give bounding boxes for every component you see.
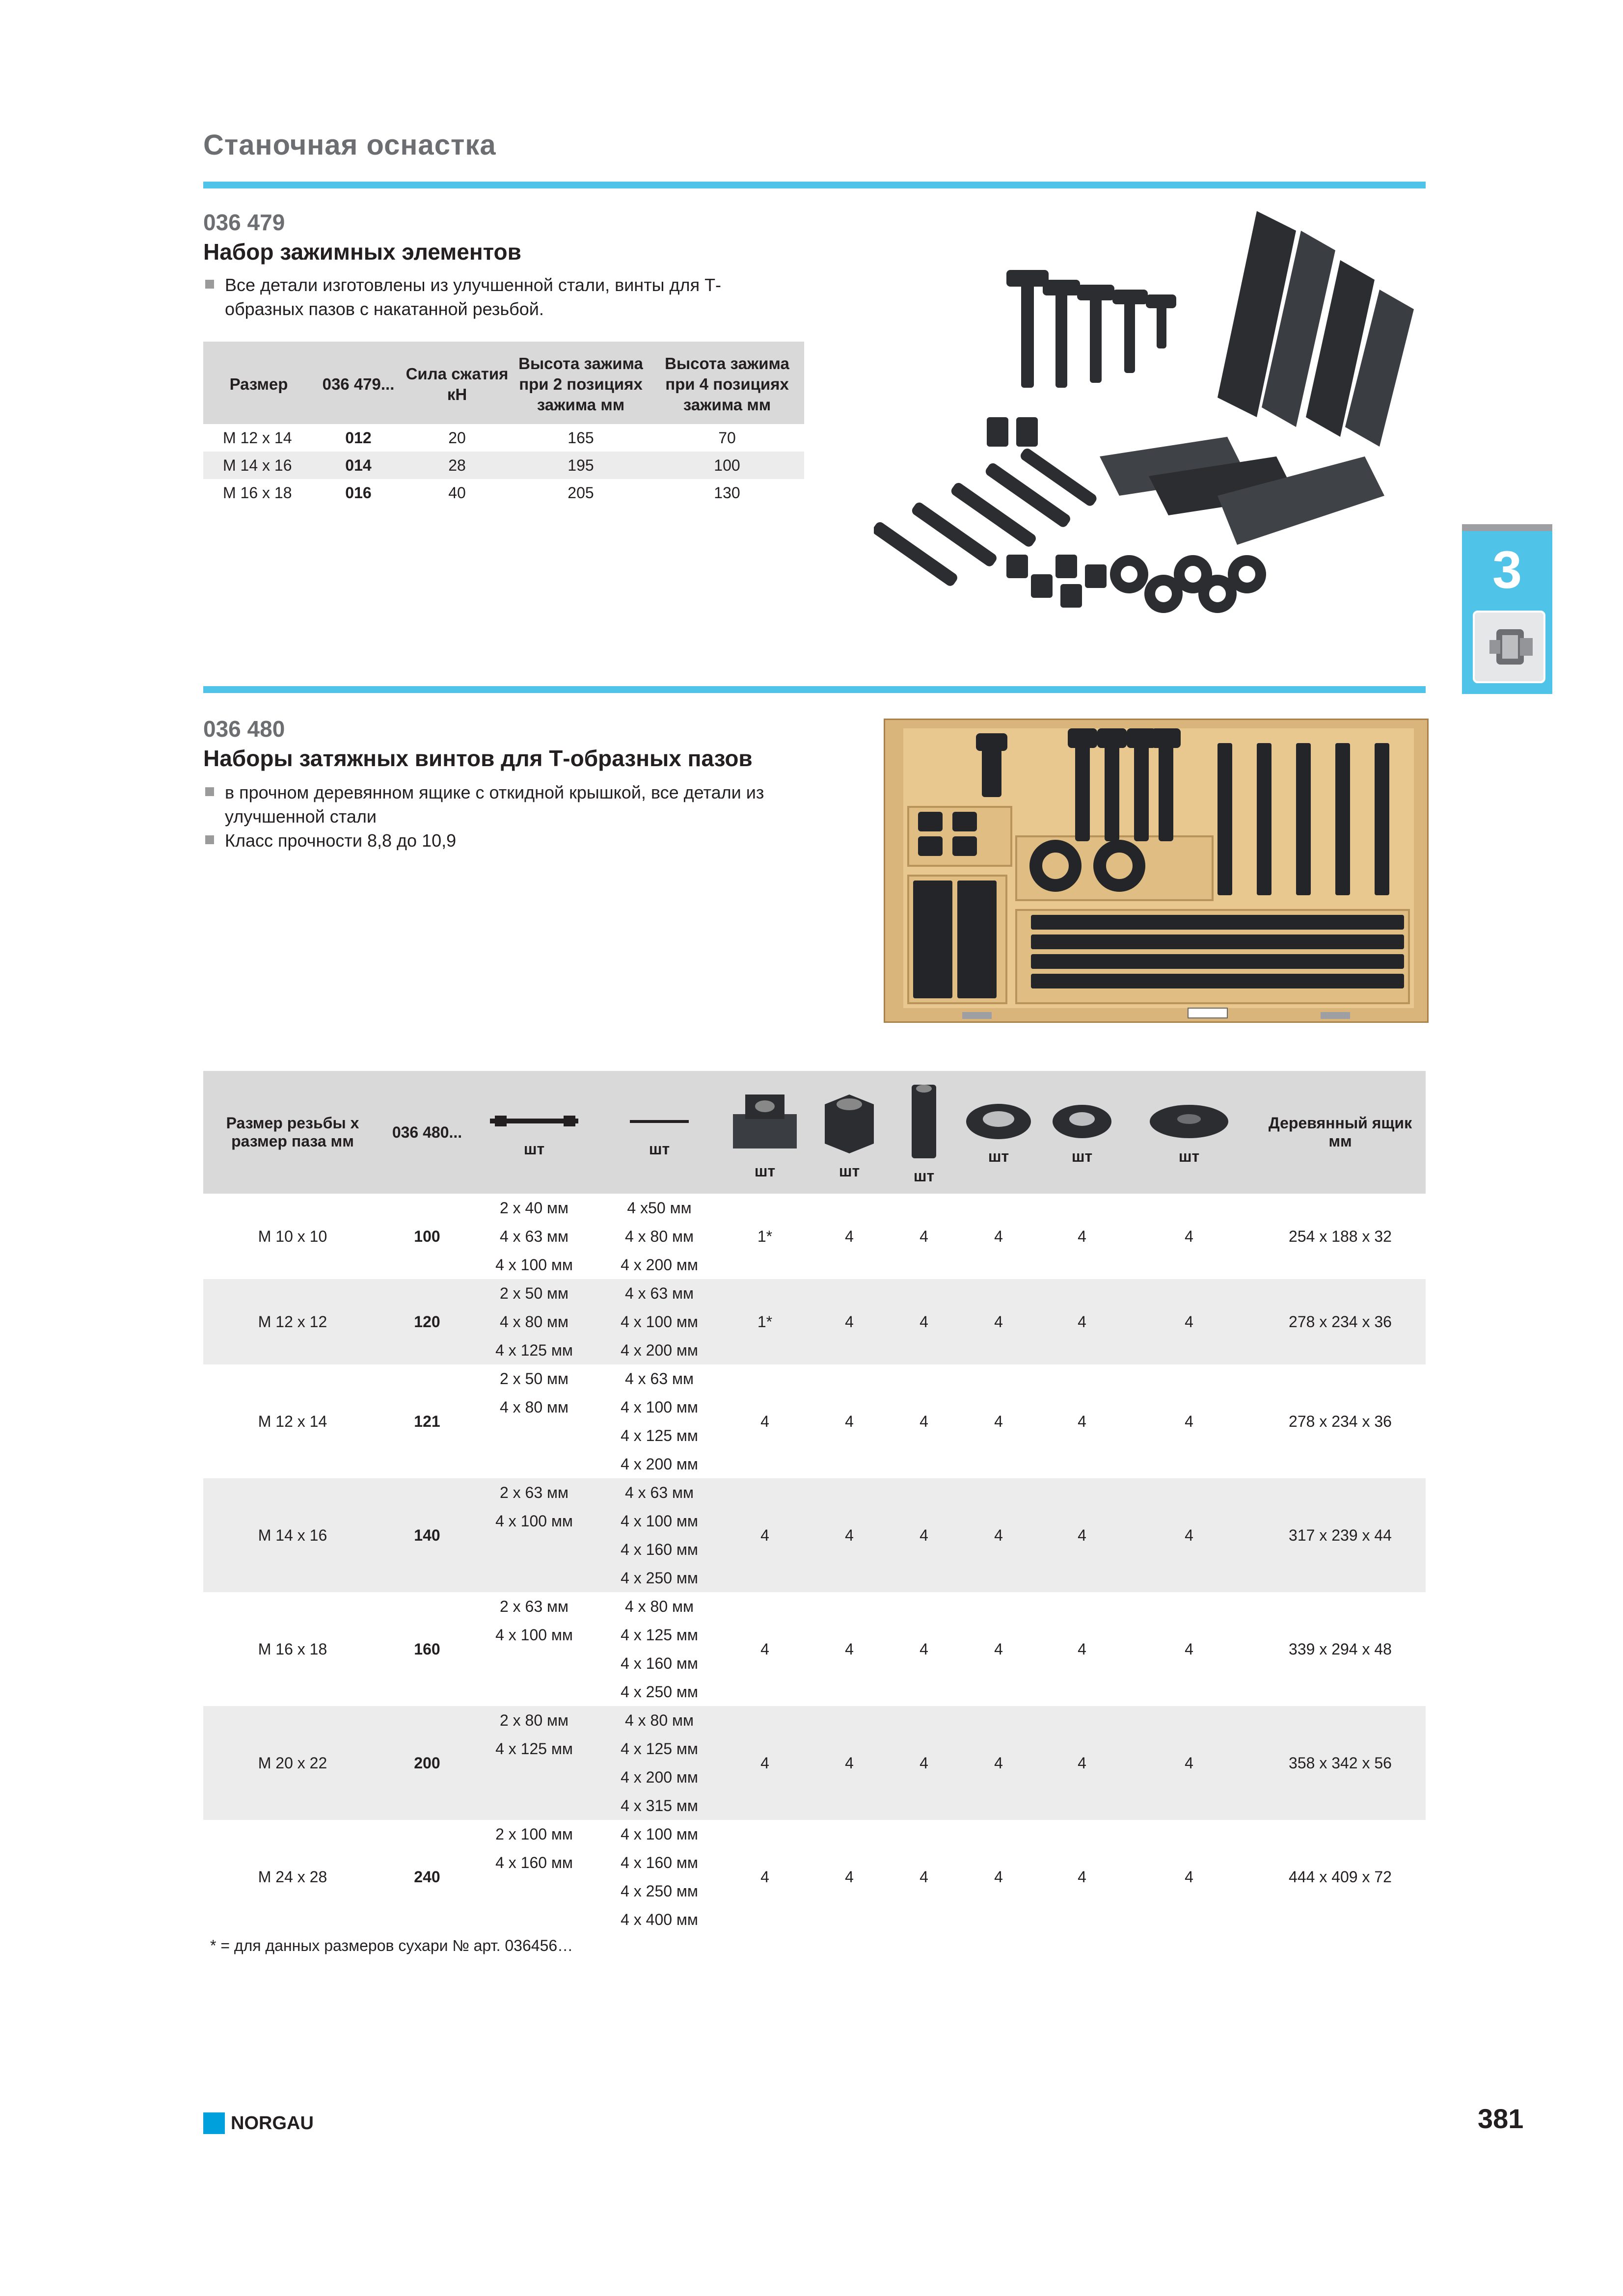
cell-article: 160 bbox=[414, 1640, 440, 1658]
cell-count: 4 bbox=[1123, 1706, 1255, 1820]
cell-bolts-line: 4 x 315 мм bbox=[621, 1797, 698, 1815]
cell-count: 4 bbox=[1185, 1412, 1193, 1430]
cell-studs bbox=[472, 1279, 596, 1364]
header-article: 036 480... bbox=[382, 1071, 472, 1194]
cell-bolts-line: 4 x 400 мм bbox=[621, 1911, 698, 1928]
section-rule bbox=[203, 686, 1426, 693]
page-number: 381 bbox=[1478, 2103, 1524, 2134]
unit-label: шт bbox=[523, 1140, 545, 1158]
cell-article: 012 bbox=[345, 428, 372, 447]
cell-count: 4 bbox=[760, 1868, 769, 1886]
cell-bolts-line: 4 x 80 мм bbox=[624, 1228, 694, 1245]
cell-size: M 16 x 18 bbox=[223, 483, 292, 502]
cell-studs-line: 4 x 125 мм bbox=[495, 1341, 573, 1359]
cell-studs-line: 4 x 63 мм bbox=[499, 1228, 569, 1245]
cell-studs-line: 2 x 80 мм bbox=[499, 1711, 569, 1729]
cell-count: 4 bbox=[1185, 1227, 1193, 1245]
cell-box-size: 358 x 342 x 56 bbox=[1255, 1706, 1426, 1820]
brand-logo-mark bbox=[203, 2112, 225, 2134]
t-nut-icon bbox=[728, 1085, 802, 1158]
cell-height-2: 205 bbox=[568, 483, 594, 502]
header-t-nut bbox=[723, 1071, 807, 1194]
cell-count: 4 bbox=[994, 1227, 1003, 1245]
cell-count: 4 bbox=[807, 1279, 892, 1364]
table-row bbox=[203, 424, 804, 452]
header-rule bbox=[203, 182, 1426, 188]
cell-studs bbox=[472, 1820, 596, 1934]
product1-article: 036 479 bbox=[203, 210, 285, 235]
cell-studs bbox=[472, 1592, 596, 1706]
tool-holder-icon bbox=[1473, 611, 1545, 683]
unit-label: шт bbox=[1071, 1147, 1093, 1165]
unit-label: шт bbox=[988, 1147, 1009, 1165]
cell-height-4: 130 bbox=[714, 483, 740, 502]
cell-count: 4 bbox=[845, 1868, 854, 1886]
cell-count: 4 bbox=[845, 1227, 854, 1245]
cell-studs-line: 4 x 100 мм bbox=[495, 1256, 573, 1274]
header-spherical-washer bbox=[1041, 1071, 1123, 1194]
cell-box-size: 444 x 409 x 72 bbox=[1289, 1868, 1392, 1886]
cell-count: 4 bbox=[1041, 1706, 1123, 1820]
cell-count: 4 bbox=[892, 1478, 956, 1592]
cell-box-size: 278 x 234 x 36 bbox=[1289, 1412, 1392, 1430]
cell-box-size: 317 x 239 x 44 bbox=[1255, 1478, 1426, 1592]
cell-thread-size: M 14 x 16 bbox=[203, 1478, 382, 1592]
cell-count: 4 bbox=[845, 1412, 854, 1430]
header-hex-nut bbox=[807, 1071, 892, 1194]
cell-bolts-line: 4 x 125 мм bbox=[621, 1626, 698, 1644]
cell-studs-line: 4 x 160 мм bbox=[495, 1854, 573, 1871]
cell-bolts-line: 4 x 160 мм bbox=[621, 1854, 698, 1871]
cell-studs-line: 4 x 125 мм bbox=[495, 1740, 573, 1758]
cell-studs bbox=[472, 1194, 596, 1279]
cell-bolts-line: 4 x 80 мм bbox=[624, 1711, 694, 1729]
table-row bbox=[203, 1820, 1426, 1934]
cell-bolts-line: 4 x 125 мм bbox=[621, 1740, 698, 1758]
cell-height-2: 195 bbox=[512, 452, 650, 479]
cell-bolts-line: 4 x 100 мм bbox=[621, 1512, 698, 1530]
table-row bbox=[203, 1478, 1426, 1592]
flange-washer-icon bbox=[1145, 1099, 1233, 1144]
cell-force: 20 bbox=[448, 428, 466, 447]
cell-studs-line: 2 x 40 мм bbox=[499, 1199, 569, 1217]
cell-studs-line: 4 x 80 мм bbox=[499, 1313, 569, 1331]
cell-count: 4 bbox=[845, 1640, 854, 1658]
coupling-nut-icon bbox=[907, 1080, 941, 1163]
product1-title: Набор зажимных элементов bbox=[203, 239, 521, 265]
cell-count: 1* bbox=[757, 1227, 773, 1245]
cell-count: 4 bbox=[1123, 1279, 1255, 1364]
cell-size: M 12 x 14 bbox=[223, 428, 292, 447]
cell-count: 4 bbox=[920, 1868, 928, 1886]
cell-bolts-line: 4 x 63 мм bbox=[624, 1484, 694, 1501]
cell-studs bbox=[472, 1364, 596, 1478]
cell-thread-size: M 12 x 14 bbox=[258, 1412, 327, 1430]
cell-count: 4 bbox=[1123, 1478, 1255, 1592]
header-flange-washer bbox=[1123, 1071, 1255, 1194]
bolt-icon bbox=[625, 1107, 694, 1136]
washer-icon bbox=[962, 1099, 1035, 1144]
cell-count: 4 bbox=[1041, 1478, 1123, 1592]
cell-count: 4 bbox=[920, 1412, 928, 1430]
cell-count: 4 bbox=[1078, 1227, 1086, 1245]
header-coupling-nut bbox=[892, 1071, 956, 1194]
cell-bolts bbox=[596, 1592, 723, 1706]
header-stud bbox=[472, 1071, 596, 1194]
header-thread-size: Размер резьбы x размер паза мм bbox=[203, 1071, 382, 1194]
cell-article: 140 bbox=[382, 1478, 472, 1592]
product2-article: 036 480 bbox=[203, 716, 285, 742]
cell-count: 4 bbox=[723, 1706, 807, 1820]
cell-bolts-line: 4 x 80 мм bbox=[624, 1598, 694, 1615]
bullet-item: Класс прочности 8,8 до 10,9 bbox=[203, 828, 783, 853]
cell-bolts-line: 4 x 250 мм bbox=[621, 1569, 698, 1587]
cell-count: 4 bbox=[723, 1478, 807, 1592]
brand-logo-text: NORGAU bbox=[231, 2113, 314, 2134]
cell-bolts-line: 4 x50 мм bbox=[627, 1199, 692, 1217]
hex-nut-icon bbox=[820, 1085, 879, 1158]
cell-box-size: 339 x 294 x 48 bbox=[1289, 1640, 1392, 1658]
product2-spec-table bbox=[203, 1071, 1426, 1934]
cell-thread-size: M 12 x 12 bbox=[203, 1279, 382, 1364]
cell-count: 4 bbox=[1185, 1868, 1193, 1886]
cell-article: 014 bbox=[314, 452, 403, 479]
cell-bolts bbox=[596, 1478, 723, 1592]
cell-bolts-line: 4 x 100 мм bbox=[621, 1825, 698, 1843]
bullet-item: в прочном деревянном ящике с откидной крышкой, все детали из улучшенной стали bbox=[203, 780, 783, 828]
header-height-4pos: Высота зажима при 4 позициях зажима мм bbox=[650, 342, 804, 424]
cell-article: 121 bbox=[414, 1412, 440, 1430]
cell-bolts-line: 4 x 125 мм bbox=[621, 1427, 698, 1444]
cell-thread-size: M 24 x 28 bbox=[258, 1868, 327, 1886]
cell-count: 4 bbox=[956, 1478, 1041, 1592]
cell-bolts bbox=[596, 1194, 723, 1279]
cell-count: 4 bbox=[920, 1640, 928, 1658]
cell-count: 4 bbox=[920, 1227, 928, 1245]
page-title: Станочная оснастка bbox=[203, 129, 496, 161]
cell-studs-line: 2 x 50 мм bbox=[499, 1284, 569, 1302]
cell-article: 016 bbox=[345, 483, 372, 502]
cell-count: 1* bbox=[723, 1279, 807, 1364]
cell-bolts bbox=[596, 1820, 723, 1934]
cell-bolts-line: 4 x 250 мм bbox=[621, 1882, 698, 1900]
cell-size: M 14 x 16 bbox=[203, 452, 314, 479]
cell-bolts-line: 4 x 200 мм bbox=[621, 1341, 698, 1359]
cell-bolts bbox=[596, 1279, 723, 1364]
cell-count: 4 bbox=[956, 1279, 1041, 1364]
table-row bbox=[203, 1194, 1426, 1279]
cell-count: 4 bbox=[807, 1478, 892, 1592]
cell-count: 4 bbox=[760, 1640, 769, 1658]
cell-article: 100 bbox=[414, 1227, 440, 1245]
cell-bolts-line: 4 x 100 мм bbox=[621, 1398, 698, 1416]
wooden-case-image bbox=[884, 719, 1429, 1023]
product2-bullets bbox=[203, 780, 783, 853]
cell-studs bbox=[472, 1706, 596, 1820]
cell-count: 4 bbox=[956, 1706, 1041, 1820]
table-row bbox=[203, 479, 804, 507]
unit-label: шт bbox=[1178, 1147, 1200, 1165]
product2-table-body bbox=[203, 1194, 1426, 1934]
cell-bolts-line: 4 x 100 мм bbox=[621, 1313, 698, 1331]
header-height-2pos: Высота зажима при 2 позициях зажима мм bbox=[512, 342, 650, 424]
cell-count: 4 bbox=[760, 1412, 769, 1430]
table-row bbox=[203, 452, 804, 479]
product1-bullets bbox=[203, 273, 743, 321]
cell-bolts-line: 4 x 160 мм bbox=[621, 1541, 698, 1558]
cell-bolts-line: 4 x 63 мм bbox=[624, 1370, 694, 1388]
header-bolt bbox=[596, 1071, 723, 1194]
chapter-tab-cap bbox=[1462, 524, 1552, 531]
cell-bolts-line: 4 x 63 мм bbox=[624, 1284, 694, 1302]
cell-studs bbox=[472, 1478, 596, 1592]
header-force: Сила сжатия кН bbox=[403, 342, 512, 424]
unit-label: шт bbox=[913, 1167, 935, 1185]
product2-title: Наборы затяжных винтов для Т-образных пазов bbox=[203, 746, 753, 771]
cell-studs-line: 2 x 63 мм bbox=[499, 1484, 569, 1501]
cell-thread-size: M 16 x 18 bbox=[258, 1640, 327, 1658]
table-row bbox=[203, 1706, 1426, 1820]
cell-bolts-line: 4 x 200 мм bbox=[621, 1256, 698, 1274]
cell-studs-line: 4 x 100 мм bbox=[495, 1626, 573, 1644]
cell-bolts-line: 4 x 250 мм bbox=[621, 1683, 698, 1701]
cell-studs-line: 4 x 80 мм bbox=[499, 1398, 569, 1416]
cell-bolts-line: 4 x 160 мм bbox=[621, 1655, 698, 1672]
cell-box-size: 254 x 188 x 32 bbox=[1289, 1227, 1392, 1245]
cell-studs-line: 2 x 100 мм bbox=[495, 1825, 573, 1843]
cell-count: 4 bbox=[1041, 1279, 1123, 1364]
product1-spec-table bbox=[203, 342, 804, 507]
cell-thread-size: M 10 x 10 bbox=[258, 1227, 327, 1245]
cell-count: 4 bbox=[994, 1868, 1003, 1886]
table-row bbox=[203, 1279, 1426, 1364]
cell-count: 4 bbox=[892, 1279, 956, 1364]
cell-count: 4 bbox=[1078, 1868, 1086, 1886]
cell-height-2: 165 bbox=[568, 428, 594, 447]
unit-label: шт bbox=[754, 1162, 776, 1180]
cell-count: 4 bbox=[994, 1412, 1003, 1430]
cell-studs-line: 4 x 100 мм bbox=[495, 1512, 573, 1530]
unit-label: шт bbox=[649, 1140, 670, 1158]
cell-bolts-line: 4 x 200 мм bbox=[621, 1768, 698, 1786]
table-row bbox=[203, 1592, 1426, 1706]
header-size: Размер bbox=[203, 342, 314, 424]
cell-bolts bbox=[596, 1706, 723, 1820]
chapter-number: 3 bbox=[1492, 540, 1522, 599]
cell-bolts bbox=[596, 1364, 723, 1478]
cell-height-4: 70 bbox=[718, 428, 736, 447]
cell-studs-line: 2 x 63 мм bbox=[499, 1598, 569, 1615]
spherical-washer-icon bbox=[1048, 1099, 1116, 1144]
unit-label: шт bbox=[839, 1162, 860, 1180]
cell-studs-line: 2 x 50 мм bbox=[499, 1370, 569, 1388]
cell-count: 4 bbox=[1185, 1640, 1193, 1658]
cell-count: 4 bbox=[994, 1640, 1003, 1658]
footnote: * = для данных размеров сухари № арт. 036456… bbox=[210, 1937, 573, 1954]
cell-article: 240 bbox=[414, 1868, 440, 1886]
table-row bbox=[203, 1364, 1426, 1478]
cell-count: 4 bbox=[892, 1706, 956, 1820]
cell-force: 40 bbox=[448, 483, 466, 502]
cell-article: 120 bbox=[382, 1279, 472, 1364]
header-washer bbox=[956, 1071, 1041, 1194]
cell-bolts-line: 4 x 200 мм bbox=[621, 1455, 698, 1473]
header-wooden-box: Деревянный ящик мм bbox=[1255, 1071, 1426, 1194]
stud-icon bbox=[485, 1107, 583, 1136]
cell-count: 4 bbox=[807, 1706, 892, 1820]
cell-count: 4 bbox=[1078, 1640, 1086, 1658]
bullet-item: Все детали изготовлены из улучшенной стали, винты для Т-образных пазов с накатанной резьбой. bbox=[203, 273, 743, 321]
cell-box-size: 278 x 234 x 36 bbox=[1255, 1279, 1426, 1364]
cell-thread-size: M 20 x 22 bbox=[203, 1706, 382, 1820]
cell-count: 4 bbox=[1078, 1412, 1086, 1430]
clamping-kit-image bbox=[874, 201, 1424, 633]
cell-article: 200 bbox=[382, 1706, 472, 1820]
cell-force: 28 bbox=[403, 452, 512, 479]
header-article: 036 479... bbox=[314, 342, 403, 424]
cell-height-4: 100 bbox=[650, 452, 804, 479]
